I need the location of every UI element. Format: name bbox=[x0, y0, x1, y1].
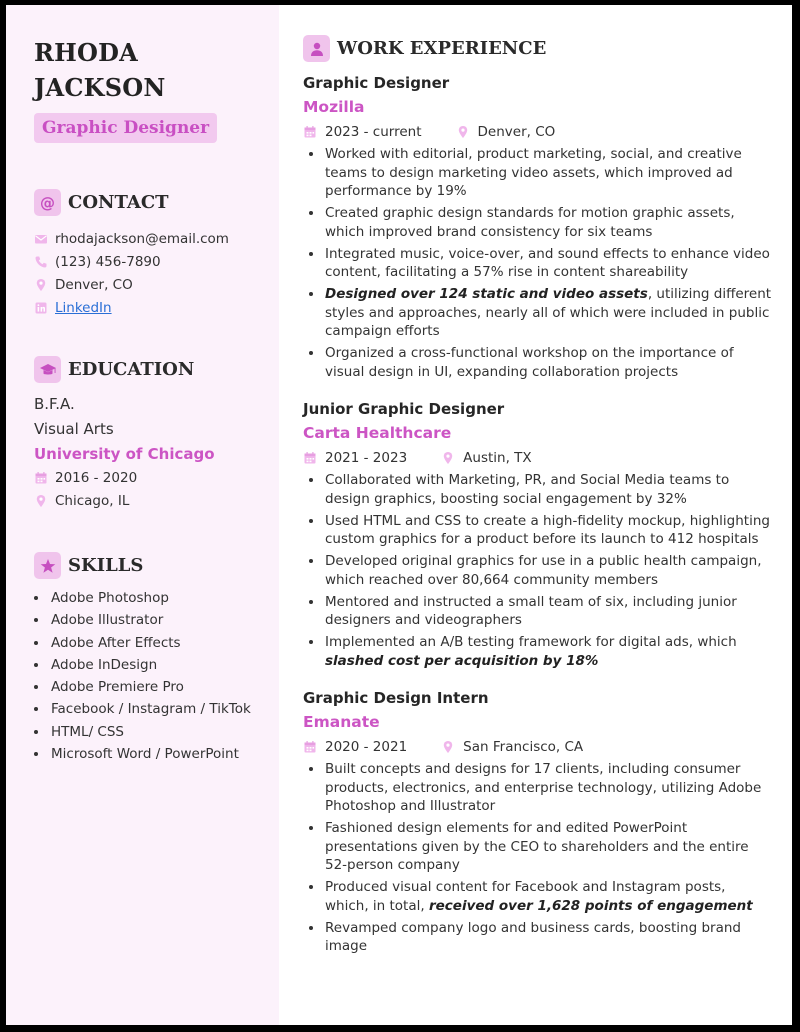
job-bullet bbox=[324, 760, 772, 816]
skills-section bbox=[34, 552, 261, 763]
job-location-wrap bbox=[441, 450, 532, 466]
resume-page bbox=[6, 5, 792, 1025]
bullet-text: Integrated music, voice-over, and sound effects to enhance video content, facilitating a 57% rise in content shareability bbox=[325, 245, 770, 280]
bullet-highlight: received over 1,628 points of engagement bbox=[428, 897, 753, 914]
star-icon bbox=[34, 552, 61, 579]
bullet-text: Produced visual content for Facebook and Instagram posts, which, in total, bbox=[325, 879, 726, 914]
first-name: RHODA bbox=[34, 38, 138, 67]
bullet-text: Created graphic design standards for motion graphic assets, which improved brand consistency for six teams bbox=[325, 205, 735, 240]
skill-list bbox=[34, 589, 261, 763]
contact-heading bbox=[34, 189, 261, 216]
calendar-icon bbox=[34, 471, 48, 485]
email-row bbox=[34, 227, 261, 250]
map-pin-icon bbox=[456, 125, 470, 139]
education-heading bbox=[34, 356, 261, 383]
bullet-text: Worked with editorial, product marketing, social, and creative teams to design marketing video assets, which improved ad performance by 19% bbox=[325, 146, 742, 199]
job-bullets bbox=[303, 145, 772, 381]
bullet-text: Revamped company logo and business cards, boosting brand image bbox=[325, 919, 741, 954]
job-bullet bbox=[324, 919, 772, 956]
education-title: EDUCATION bbox=[68, 359, 195, 380]
phone-text: (123) 456-7890 bbox=[55, 253, 161, 270]
bullet-highlight: slashed cost per acquisition by 18% bbox=[325, 652, 599, 669]
skill-item: • Facebook / Instagram / TikTok bbox=[49, 700, 261, 718]
work-experience-title: WORK EXPERIENCE bbox=[337, 38, 547, 59]
location-row bbox=[34, 273, 261, 296]
job-bullet bbox=[324, 512, 772, 549]
calendar-icon bbox=[303, 740, 317, 754]
job-meta bbox=[303, 448, 772, 468]
education-dates: 2016 - 2020 bbox=[55, 469, 138, 486]
degree: B.F.A. bbox=[34, 395, 75, 413]
company-name: Carta Healthcare bbox=[303, 424, 452, 442]
skill-item: • Adobe Illustrator bbox=[49, 611, 261, 629]
job-location-wrap bbox=[456, 124, 556, 140]
location-text: Denver, CO bbox=[55, 276, 133, 293]
map-pin-icon bbox=[441, 740, 455, 754]
job-location: Denver, CO bbox=[477, 124, 556, 140]
company-name: Emanate bbox=[303, 713, 380, 731]
last-name: JACKSON bbox=[34, 73, 166, 102]
education-dates-row bbox=[34, 466, 261, 489]
bullet-text: Mentored and instructed a small team of six, including junior designers and videographers bbox=[325, 593, 737, 628]
job-entry bbox=[303, 400, 772, 670]
education-section bbox=[34, 356, 261, 512]
job-dates: 2023 - current bbox=[325, 124, 422, 140]
sidebar bbox=[6, 5, 279, 1025]
bullet-highlight: Designed over 124 static and video assets bbox=[325, 286, 648, 302]
map-pin-icon bbox=[441, 451, 455, 465]
education-location: Chicago, IL bbox=[55, 492, 130, 509]
job-meta bbox=[303, 737, 772, 757]
job-bullet bbox=[324, 204, 772, 241]
bullet-text: Used HTML and CSS to create a high-fidelity mockup, highlighting custom graphics for a product before its launch to 412 hospitals bbox=[325, 512, 770, 547]
job-bullets bbox=[303, 760, 772, 956]
bullet-text: Built concepts and designs for 17 clients, including consumer products, electronics, and enterprise technology, utilizing Adobe Photoshop and Illustrator bbox=[325, 761, 762, 814]
bullet-text: Developed original graphics for use in a public health campaign, which reached over 80,664 community members bbox=[325, 553, 762, 588]
skill-item: • Adobe InDesign bbox=[49, 656, 261, 674]
job-title: Graphic Designer bbox=[303, 74, 450, 92]
skill-item: • Adobe After Effects bbox=[49, 634, 261, 652]
job-bullet bbox=[324, 878, 772, 915]
linkedin-icon bbox=[34, 301, 48, 315]
school-name: University of Chicago bbox=[34, 445, 215, 463]
contact-section bbox=[34, 189, 261, 319]
map-pin-icon bbox=[34, 494, 48, 508]
skills-heading bbox=[34, 552, 261, 579]
at-icon: @ bbox=[34, 189, 61, 216]
bullet-text: , utilizing different styles and approaches, nearly all of which were included in public campaign efforts bbox=[325, 286, 772, 339]
job-bullet bbox=[324, 145, 772, 201]
job-bullet bbox=[324, 633, 772, 670]
calendar-icon bbox=[303, 451, 317, 465]
job-bullet bbox=[324, 552, 772, 589]
candidate-name bbox=[34, 35, 261, 105]
skill-item: • Adobe Premiere Pro bbox=[49, 678, 261, 696]
skill-item: • HTML/ CSS bbox=[49, 723, 261, 741]
envelope-icon bbox=[34, 232, 48, 246]
linkedin-row bbox=[34, 296, 261, 319]
map-pin-icon bbox=[34, 278, 48, 292]
job-dates: 2020 - 2021 bbox=[325, 739, 408, 755]
job-entry bbox=[303, 74, 772, 381]
job-list bbox=[303, 74, 772, 956]
bullet-text: Implemented an A/B testing framework for digital ads, which bbox=[325, 634, 737, 650]
job-bullet bbox=[324, 471, 772, 508]
email-text[interactable]: rhodajackson@email.com bbox=[55, 230, 229, 247]
graduation-cap-icon bbox=[34, 356, 61, 383]
job-title: Graphic Design Intern bbox=[303, 689, 489, 707]
field-of-study: Visual Arts bbox=[34, 420, 114, 438]
work-experience-heading bbox=[303, 35, 772, 62]
job-title-badge: Graphic Designer bbox=[34, 113, 217, 143]
phone-row bbox=[34, 250, 261, 273]
bullet-text: Organized a cross-functional workshop on the importance of visual design in UI, expanding collaboration projects bbox=[325, 345, 734, 380]
contact-title: CONTACT bbox=[68, 192, 169, 213]
job-dates: 2021 - 2023 bbox=[325, 450, 408, 466]
skill-item: • Microsoft Word / PowerPoint bbox=[49, 745, 261, 763]
job-entry bbox=[303, 689, 772, 956]
bullet-text: Collaborated with Marketing, PR, and Social Media teams to design graphics, boosting social engagement by 32% bbox=[325, 472, 730, 507]
education-location-row bbox=[34, 489, 261, 512]
job-location: Austin, TX bbox=[463, 450, 532, 466]
calendar-icon bbox=[303, 125, 317, 139]
bullet-text: Fashioned design elements for and edited PowerPoint presentations given by the CEO to shareholders and the entire 52-person company bbox=[325, 820, 749, 873]
job-bullet bbox=[324, 245, 772, 282]
job-bullet bbox=[324, 285, 772, 341]
person-icon bbox=[303, 35, 330, 62]
skills-title: SKILLS bbox=[68, 555, 144, 576]
job-title: Junior Graphic Designer bbox=[303, 400, 505, 418]
company-name: Mozilla bbox=[303, 98, 365, 116]
job-location-wrap bbox=[441, 739, 583, 755]
job-bullets bbox=[303, 471, 772, 670]
skill-item: • Adobe Photoshop bbox=[49, 589, 261, 607]
job-bullet bbox=[324, 819, 772, 875]
job-bullet bbox=[324, 344, 772, 381]
job-meta bbox=[303, 122, 772, 142]
phone-icon bbox=[34, 255, 48, 269]
linkedin-link[interactable]: LinkedIn bbox=[55, 299, 112, 316]
main-column bbox=[279, 5, 792, 1025]
job-bullet bbox=[324, 593, 772, 630]
job-location: San Francisco, CA bbox=[463, 739, 584, 755]
